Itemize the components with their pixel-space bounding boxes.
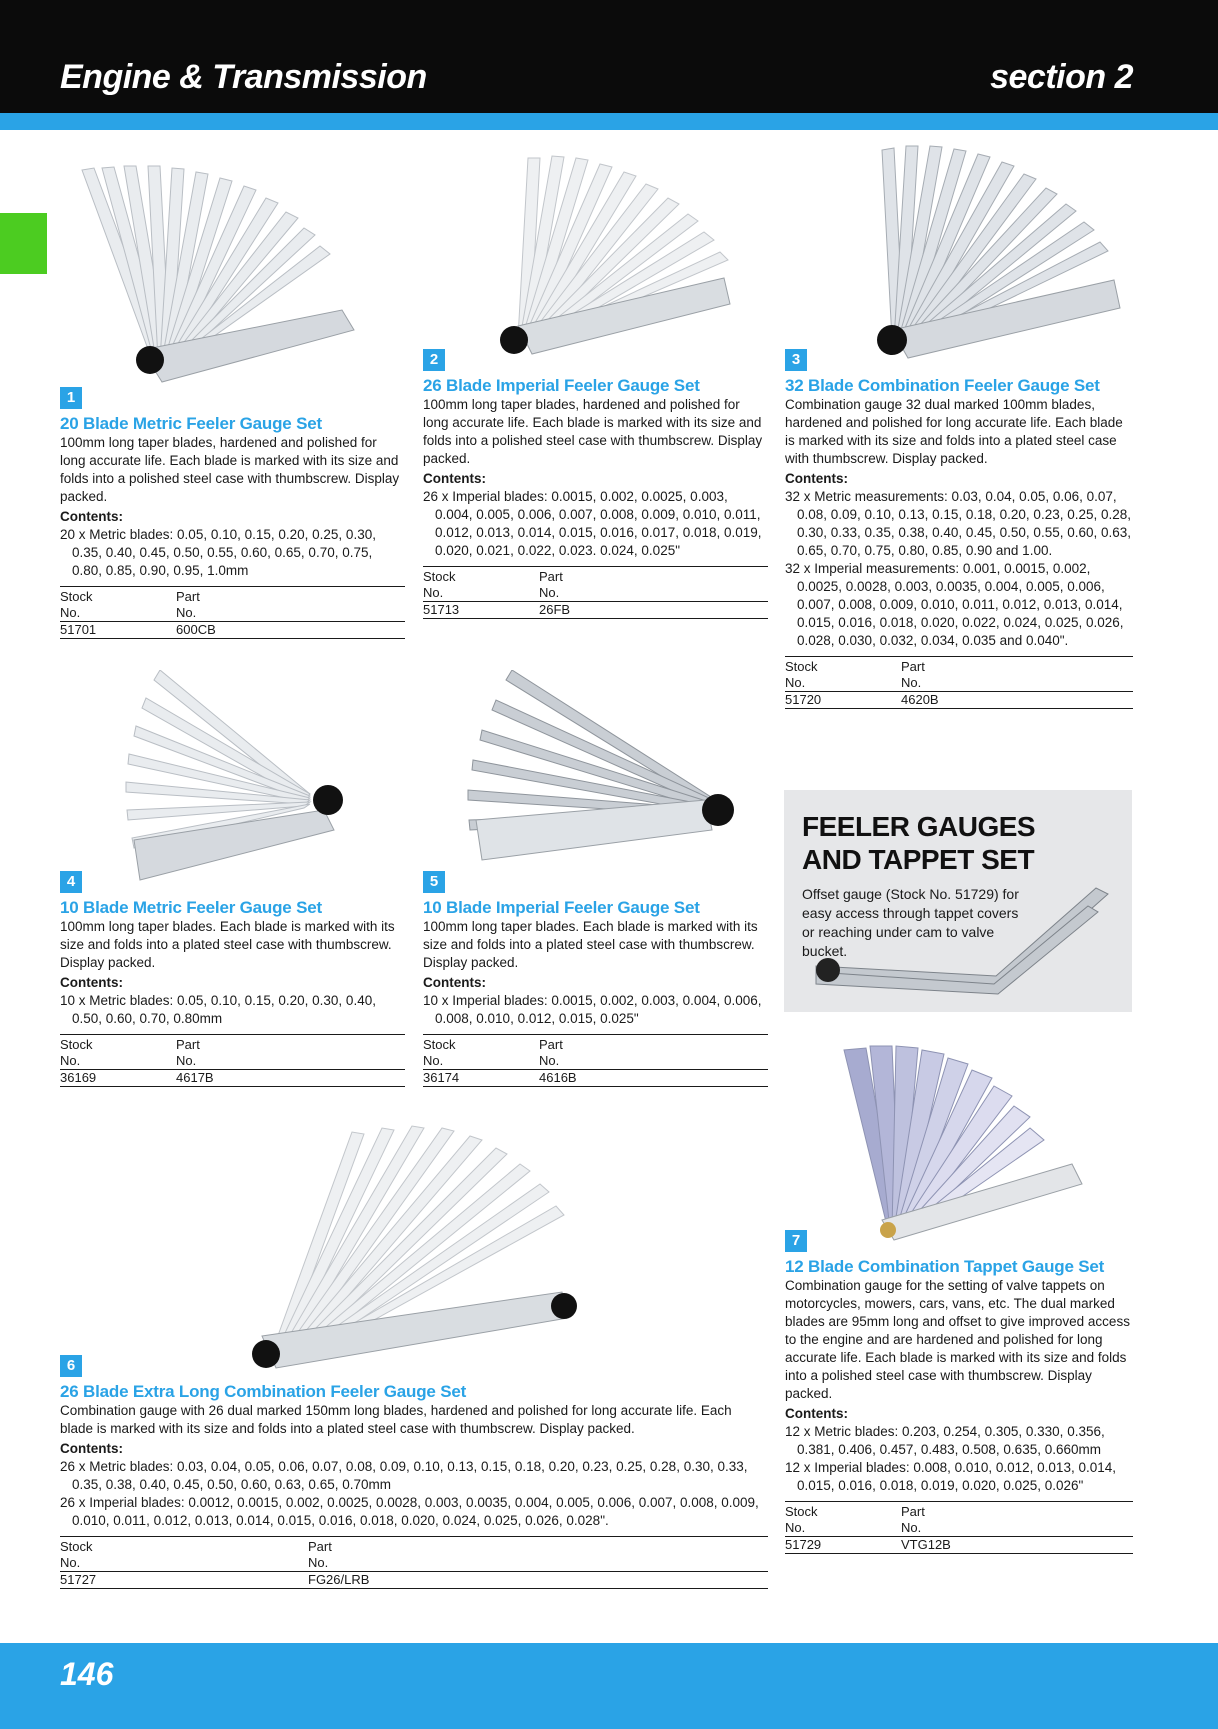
product-title: 10 Blade Imperial Feeler Gauge Set	[423, 898, 700, 917]
contents-line: 26 x Metric blades: 0.03, 0.04, 0.05, 0.06, 0.07, 0.08, 0.09, 0.10, 0.13, 0.15, 0.18, 0.20, 0.23, 0.25, 0.28, 0.30, 0.33, 0.35, 0.38, 0.40, 0.45, 0.50, 0.60, 0.63, 0.65, 0.70mm	[60, 1459, 748, 1492]
stock-number: 51727	[60, 1572, 97, 1587]
product-number-badge: 4	[60, 871, 82, 893]
promo-title	[802, 810, 1035, 876]
stock-no-label: No.	[785, 675, 806, 690]
promo-title-line-2: AND TAPPET SET	[802, 844, 1035, 875]
product-description: Combination gauge for the setting of valve tappets on motorcycles, mowers, cars, vans, etc. The dual marked blades are 95mm long and offset to give improved access to the engine and are hardened and polished for long accurate life. Each blade is marked with its size and folds into a polished steel case with thumbscrew. Display packed.	[785, 1278, 1130, 1401]
stock-number: 51720	[785, 692, 822, 707]
product-description: Combination gauge with 26 dual marked 150mm long blades, hardened and polished for long accurate life. Each blade is marked with its size and folds into a plated steel case with thumbscrew. Display packed.	[60, 1403, 732, 1436]
stock-table	[785, 1501, 1133, 1554]
stock-label: Stock	[60, 1037, 93, 1052]
promo-title-line-1: FEELER GAUGES	[802, 811, 1036, 842]
part-label: Part	[176, 589, 200, 604]
product-6	[60, 1355, 768, 1589]
product-number-badge: 7	[785, 1230, 807, 1252]
part-header	[308, 1539, 768, 1571]
product-3	[785, 349, 1133, 709]
product-1-image	[72, 160, 382, 390]
promo-box	[784, 790, 1132, 1012]
product-description: 100mm long taper blades. Each blade is marked with its size and folds into a plated steel case with thumbscrew. Display packed.	[60, 919, 395, 970]
part-no-label: No.	[539, 1053, 560, 1068]
part-label: Part	[539, 1037, 563, 1052]
part-number: FG26/LRB	[308, 1572, 370, 1587]
product-description: 100mm long taper blades. Each blade is marked with its size and folds into a plated steel case with thumbscrew. Display packed.	[423, 919, 758, 970]
stock-no-label: No.	[785, 1520, 806, 1535]
stock-number: 51713	[423, 602, 460, 617]
part-no-label: No.	[901, 675, 922, 690]
part-number: 4620B	[901, 692, 939, 707]
stock-header	[785, 659, 901, 691]
part-no-label: No.	[308, 1555, 329, 1570]
header-stripe	[0, 113, 1218, 130]
stock-label: Stock	[60, 589, 93, 604]
stock-header	[60, 589, 176, 621]
part-number: VTG12B	[901, 1537, 951, 1552]
promo-text: Offset gauge (Stock No. 51729) for easy access through tappet covers or reaching under cam to valve bucket.	[802, 886, 1019, 959]
product-title: 32 Blade Combination Feeler Gauge Set	[785, 376, 1100, 395]
contents-line: 12 x Metric blades: 0.203, 0.254, 0.305, 0.330, 0.356, 0.381, 0.406, 0.457, 0.483, 0.508, 0.635, 0.660mm	[785, 1424, 1105, 1457]
stock-table	[60, 1034, 405, 1087]
stock-header	[60, 1539, 308, 1571]
header-title: Engine & Transmission	[60, 58, 427, 96]
product-1	[60, 387, 405, 639]
product-7-image	[842, 1044, 1092, 1244]
stock-number: 36174	[423, 1070, 460, 1085]
product-number-badge: 1	[60, 387, 82, 409]
product-2-image	[468, 148, 738, 368]
stock-label: Stock	[785, 1504, 818, 1519]
contents-line: 26 x Imperial blades: 0.0012, 0.0015, 0.002, 0.0025, 0.0028, 0.003, 0.0035, 0.004, 0.005, 0.006, 0.007, 0.008, 0.009, 0.010, 0.011, 0.012, 0.013, 0.014, 0.015, 0.016, 0.018, 0.020, 0.024, 0.025, 0.026, 0.028".	[60, 1495, 759, 1528]
stock-table	[423, 1034, 768, 1087]
product-number-badge: 3	[785, 349, 807, 371]
contents-line: 10 x Imperial blades: 0.0015, 0.002, 0.003, 0.004, 0.006, 0.008, 0.010, 0.012, 0.015, 0.025"	[423, 993, 762, 1026]
stock-number: 51701	[60, 622, 97, 637]
stock-label: Stock	[785, 659, 818, 674]
stock-header	[423, 1037, 539, 1069]
product-5-image	[466, 670, 736, 865]
page-footer	[0, 1643, 1218, 1729]
stock-table	[423, 566, 768, 619]
section-tab-marker	[0, 213, 47, 274]
contents-label: Contents:	[60, 975, 123, 990]
contents-line: 10 x Metric blades: 0.05, 0.10, 0.15, 0.20, 0.30, 0.40, 0.50, 0.60, 0.70, 0.80mm	[60, 993, 376, 1026]
product-title: 26 Blade Extra Long Combination Feeler Gauge Set	[60, 1382, 467, 1401]
product-title: 10 Blade Metric Feeler Gauge Set	[60, 898, 322, 917]
contents-line: 20 x Metric blades: 0.05, 0.10, 0.15, 0.20, 0.25, 0.30, 0.35, 0.40, 0.45, 0.50, 0.55, 0.60, 0.65, 0.70, 0.75, 0.80, 0.85, 0.90, 0.95, 1.0mm	[60, 527, 376, 578]
contents-line: 32 x Imperial measurements: 0.001, 0.0015, 0.002, 0.0025, 0.0028, 0.003, 0.0035, 0.004, 0.005, 0.006, 0.007, 0.008, 0.009, 0.010, 0.011, 0.012, 0.013, 0.014, 0.015, 0.016, 0.018, 0.020, 0.022, 0.024, 0.025, 0.026, 0.028, 0.030, 0.032, 0.034, 0.035 and 0.040".	[785, 561, 1124, 648]
stock-table	[785, 656, 1133, 709]
stock-label: Stock	[423, 1037, 456, 1052]
product-4	[60, 871, 405, 1087]
part-header	[901, 659, 1133, 691]
contents-label: Contents:	[423, 471, 486, 486]
part-label: Part	[308, 1539, 332, 1554]
stock-table	[60, 1536, 768, 1589]
product-4-image	[124, 670, 354, 885]
product-6-image	[242, 1122, 582, 1372]
part-no-label: No.	[539, 585, 560, 600]
stock-table	[60, 586, 405, 639]
stock-no-label: No.	[60, 605, 81, 620]
stock-label: Stock	[60, 1539, 93, 1554]
product-title: 20 Blade Metric Feeler Gauge Set	[60, 414, 322, 433]
product-title: 26 Blade Imperial Feeler Gauge Set	[423, 376, 700, 395]
contents-line: 12 x Imperial blades: 0.008, 0.010, 0.012, 0.013, 0.014, 0.015, 0.016, 0.018, 0.019, 0.020, 0.025, 0.026"	[785, 1460, 1116, 1493]
stock-no-label: No.	[423, 585, 444, 600]
part-number: 4616B	[539, 1070, 577, 1085]
header-section-label: section 2	[990, 58, 1133, 96]
page-number: 146	[60, 1656, 114, 1692]
part-number: 600CB	[176, 622, 216, 637]
stock-no-label: No.	[60, 1555, 81, 1570]
contents-label: Contents:	[60, 1441, 123, 1456]
part-no-label: No.	[901, 1520, 922, 1535]
contents-line: 26 x Imperial blades: 0.0015, 0.002, 0.0025, 0.003, 0.004, 0.005, 0.006, 0.007, 0.008, 0.009, 0.010, 0.011, 0.012, 0.013, 0.014, 0.015, 0.016, 0.017, 0.018, 0.019, 0.020, 0.021, 0.022, 0.023. 0.024, 0.025"	[423, 489, 762, 558]
part-label: Part	[901, 1504, 925, 1519]
product-number-badge: 6	[60, 1355, 82, 1377]
part-label: Part	[901, 659, 925, 674]
part-label: Part	[176, 1037, 200, 1052]
part-number: 4617B	[176, 1070, 214, 1085]
stock-header	[785, 1504, 901, 1536]
contents-line: 32 x Metric measurements: 0.03, 0.04, 0.05, 0.06, 0.07, 0.08, 0.09, 0.10, 0.13, 0.15, 0.18, 0.20, 0.23, 0.25, 0.28, 0.30, 0.33, 0.35, 0.38, 0.40, 0.45, 0.50, 0.55, 0.60, 0.63, 0.65, 0.70, 0.75, 0.80, 0.85, 0.90 and 1.00.	[785, 489, 1132, 558]
product-2	[423, 349, 768, 619]
product-description: Combination gauge 32 dual marked 100mm blades, hardened and polished for long accurate life. Each blade is marked with its size and folds into a plated steel case with thumbscrew. Display packed.	[785, 397, 1123, 466]
stock-no-label: No.	[60, 1053, 81, 1068]
stock-number: 36169	[60, 1070, 97, 1085]
stock-label: Stock	[423, 569, 456, 584]
part-header	[539, 569, 768, 601]
product-description: 100mm long taper blades, hardened and polished for long accurate life. Each blade is marked with its size and folds into a polished steel case with thumbscrew. Display packed.	[60, 435, 400, 504]
part-header	[176, 1037, 405, 1069]
product-5	[423, 871, 768, 1087]
contents-label: Contents:	[785, 471, 848, 486]
product-number-badge: 5	[423, 871, 445, 893]
part-label: Part	[539, 569, 563, 584]
part-header	[539, 1037, 768, 1069]
product-7	[785, 1230, 1133, 1554]
stock-number: 51729	[785, 1537, 822, 1552]
contents-label: Contents:	[60, 509, 123, 524]
product-description: 100mm long taper blades, hardened and polished for long accurate life. Each blade is marked with its size and folds into a polished steel case with thumbscrew. Display packed.	[423, 397, 763, 466]
stock-header	[423, 569, 539, 601]
part-header	[901, 1504, 1133, 1536]
product-3-image	[852, 140, 1132, 370]
product-title: 12 Blade Combination Tappet Gauge Set	[785, 1257, 1105, 1276]
contents-label: Contents:	[785, 1406, 848, 1421]
part-no-label: No.	[176, 1053, 197, 1068]
product-number-badge: 2	[423, 349, 445, 371]
part-number: 26FB	[539, 602, 571, 617]
part-header	[176, 589, 405, 621]
stock-no-label: No.	[423, 1053, 444, 1068]
part-no-label: No.	[176, 605, 197, 620]
stock-header	[60, 1037, 176, 1069]
contents-label: Contents:	[423, 975, 486, 990]
